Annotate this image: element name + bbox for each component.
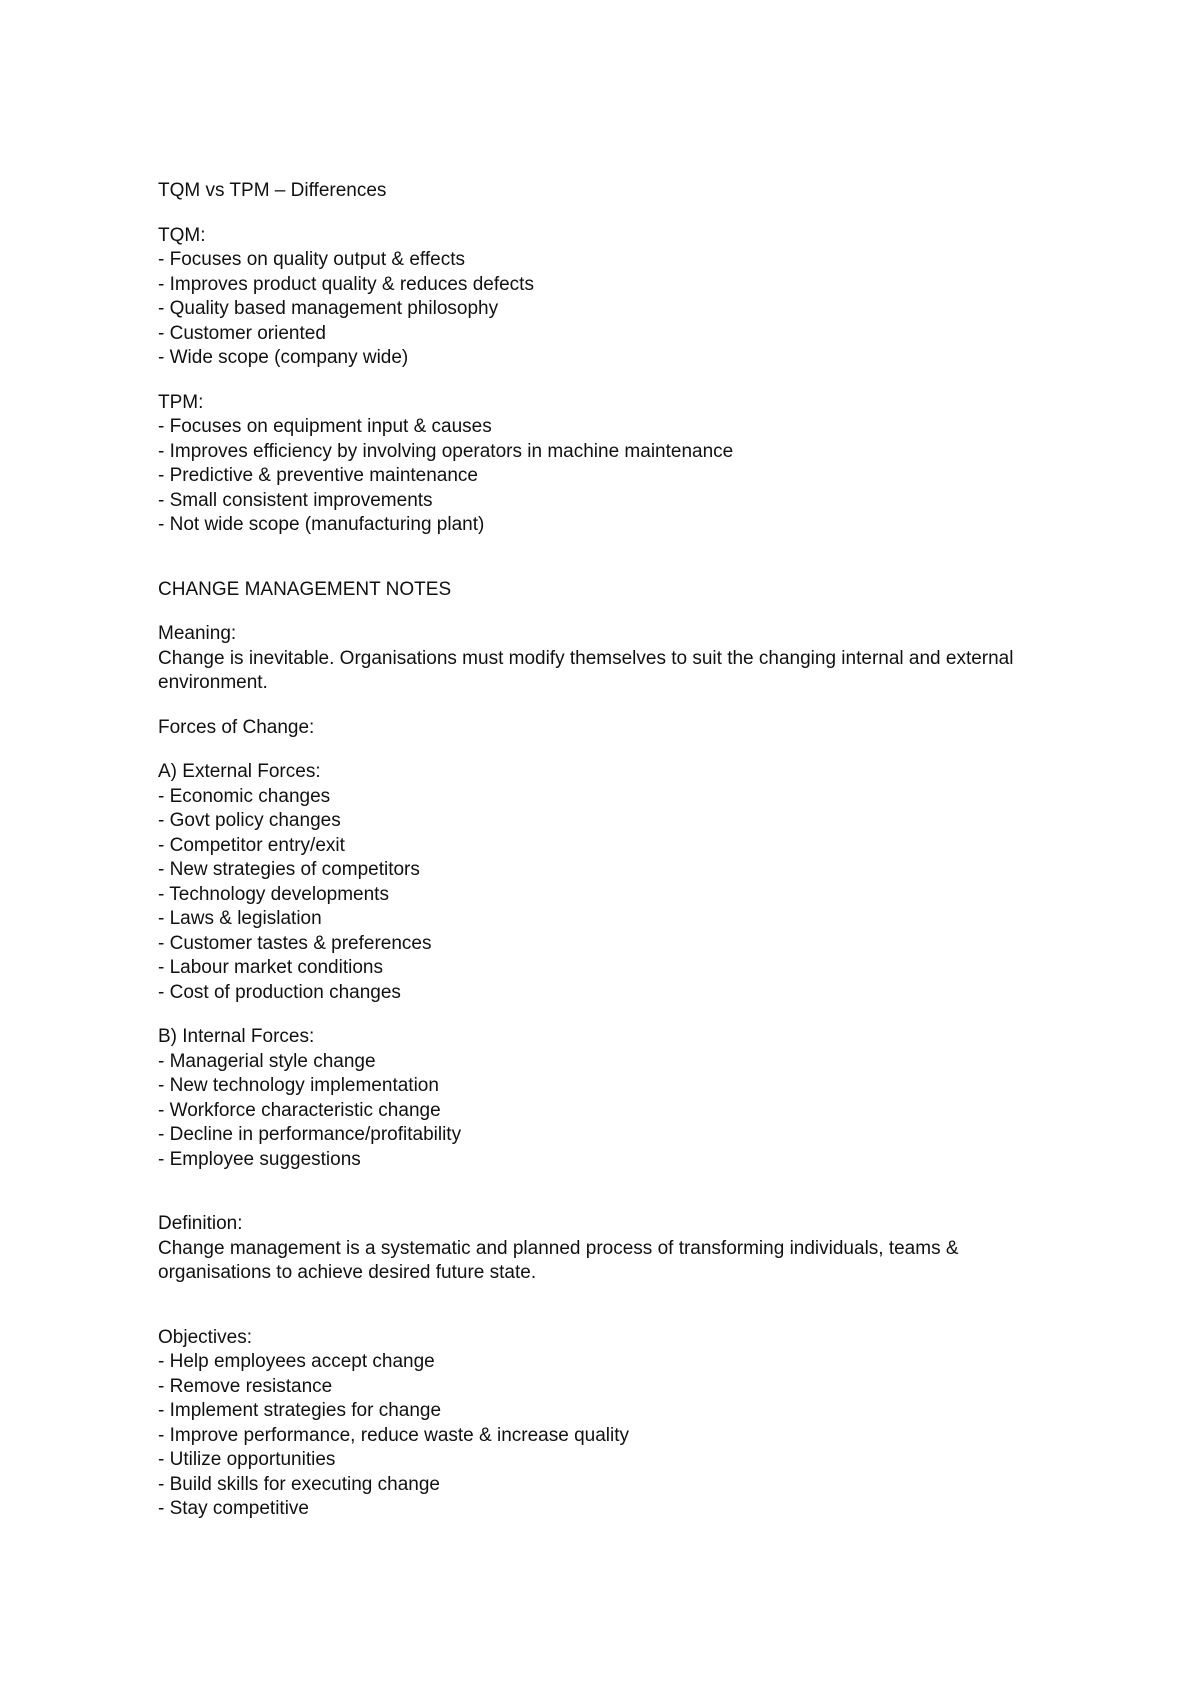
list-item: - Improves efficiency by involving operators in machine maintenance	[158, 440, 734, 462]
list-item: - Improves product quality & reduces defects	[158, 273, 534, 295]
list-item: - Quality based management philosophy	[158, 298, 499, 319]
meaning-heading: Meaning:	[158, 623, 237, 644]
list-item: - Cost of production changes	[158, 981, 401, 1003]
list-item: - Help employees accept change	[158, 1351, 435, 1372]
tqm-heading: TQM:	[158, 224, 206, 246]
list-item: - Focuses on equipment input & causes	[158, 416, 492, 437]
list-item: - Employee suggestions	[158, 1148, 361, 1170]
internal-forces-list	[158, 1050, 1058, 1173]
list-item: - Remove resistance	[158, 1375, 333, 1397]
list-item: - Workforce characteristic change	[158, 1099, 441, 1121]
tqm-tpm-title: TQM vs TPM – Differences	[158, 180, 387, 201]
list-item: - New technology implementation	[158, 1075, 439, 1096]
list-item: - Improve performance, reduce waste & increase quality	[158, 1424, 629, 1446]
tpm-list	[158, 415, 1058, 538]
list-item: - Focuses on quality output & effects	[158, 249, 465, 270]
list-item: - Economic changes	[158, 785, 331, 807]
change-title: CHANGE MANAGEMENT NOTES	[158, 578, 452, 600]
list-item: - Stay competitive	[158, 1498, 309, 1519]
list-item: - Build skills for executing change	[158, 1473, 440, 1495]
tqm-list	[158, 248, 1058, 371]
list-item: - Laws & legislation	[158, 908, 322, 929]
internal-forces-heading: B) Internal Forces:	[158, 1026, 315, 1047]
tpm-heading: TPM:	[158, 391, 204, 413]
list-item: - Technology developments	[158, 883, 389, 905]
definition-heading: Definition:	[158, 1213, 243, 1234]
external-forces-list	[158, 785, 1058, 1006]
list-item: - Wide scope (company wide)	[158, 347, 409, 368]
list-item: - Customer tastes & preferences	[158, 932, 432, 954]
list-item: - New strategies of competitors	[158, 859, 420, 880]
objectives-heading: Objectives:	[158, 1326, 252, 1348]
list-item: - Decline in performance/profitability	[158, 1124, 462, 1145]
list-item: - Predictive & preventive maintenance	[158, 465, 478, 486]
forces-heading: Forces of Change:	[158, 716, 315, 738]
list-item: - Managerial style change	[158, 1050, 376, 1072]
list-item: - Not wide scope (manufacturing plant)	[158, 514, 485, 535]
external-forces-heading: A) External Forces:	[158, 761, 321, 782]
document-page	[158, 179, 1058, 1522]
list-item: - Customer oriented	[158, 322, 326, 344]
list-item: - Labour market conditions	[158, 957, 383, 978]
objectives-list	[158, 1350, 1058, 1522]
list-item: - Implement strategies for change	[158, 1400, 442, 1421]
meaning-text: Change is inevitable. Organisations must modify themselves to suit the changing internal and external environment.	[158, 647, 1019, 693]
definition-text: Change management is a systematic and planned process of transforming individuals, teams & organisations to achieve desired future state.	[158, 1237, 964, 1283]
list-item: - Competitor entry/exit	[158, 834, 345, 856]
list-item: - Govt policy changes	[158, 810, 341, 831]
list-item: - Utilize opportunities	[158, 1449, 336, 1470]
list-item: - Small consistent improvements	[158, 489, 433, 511]
